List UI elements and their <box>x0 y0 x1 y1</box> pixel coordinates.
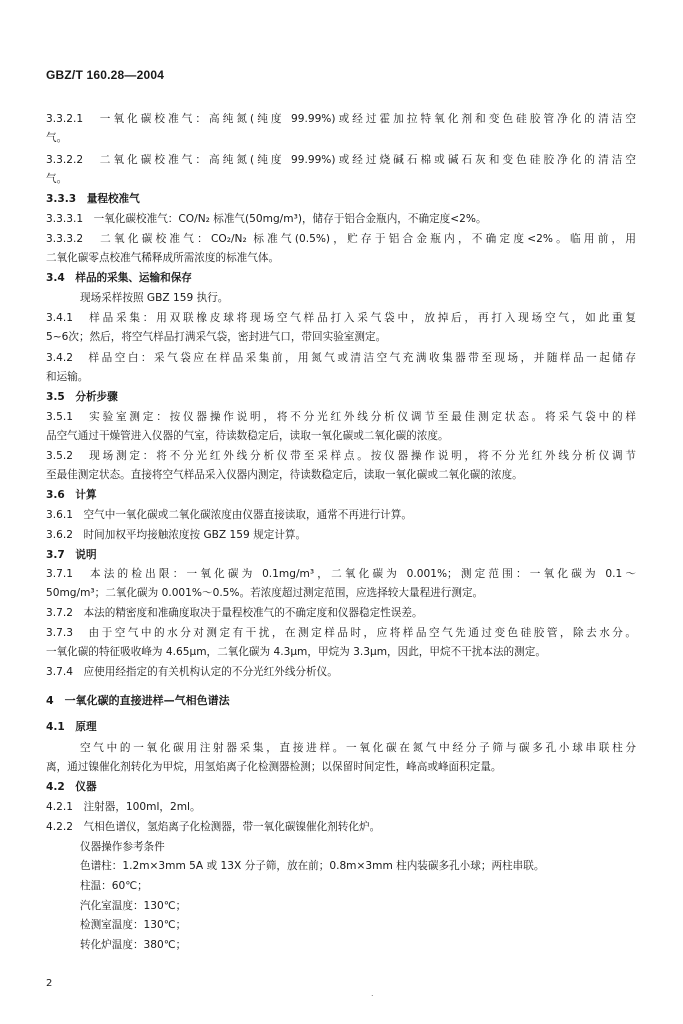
text-line: 空气中的一氧化碳用注射器采集，直接进样。一氧化碳在氮气中经分子筛与碳多孔小球串联柱分 <box>80 742 636 754</box>
text-line: 3.3.3.1 一氧化碳校准气：CO/N₂ 标准气(50mg/m³)，储存于铝合金瓶内，不确定度<2%。 <box>46 213 487 225</box>
text-line: 4.2.1 注射器，100ml，2ml。 <box>46 801 201 813</box>
text-line: 品空气通过干燥管进入仪器的气室，待读数稳定后，读取一氧化碳或二氧化碳的浓度。 <box>46 430 449 442</box>
section-heading: 4 一氧化碳的直接进样—气相色谱法 <box>46 694 230 707</box>
subsection-heading: 3.5 分析步骤 <box>46 391 118 403</box>
text-line: 仪器操作参考条件 <box>80 841 165 853</box>
text-line: 3.3.2.2 二氧化碳校准气：高纯氮(纯度 99.99%)或经过烧碱石棉或碱石灰和变色硅胶净化的清洁空 <box>46 154 636 166</box>
text-line: 汽化室温度：130℃； <box>80 900 187 912</box>
text-line: 离，通过镍催化剂转化为甲烷，用氢焰离子化检测器检测；以保留时间定性，峰高或峰面积定量。 <box>46 761 502 773</box>
text-line: 至最佳测定状态。直接将空气样品采入仪器内测定，待读数稳定后，读取一氧化碳或二氧化碳的浓度。 <box>46 469 523 481</box>
text-line: 3.6.2 时间加权平均接触浓度按 GBZ 159 规定计算。 <box>46 529 307 541</box>
text-line: 一氧化碳的特征吸收峰为 4.65μm，二氧化碳为 4.3μm，甲烷为 3.3μm，因此，甲烷不干扰本法的测定。 <box>46 646 546 658</box>
text-line: 现场采样按照 GBZ 159 执行。 <box>80 292 229 304</box>
subsection-heading: 3.7 说明 <box>46 549 97 561</box>
text-line: 4.2.2 气相色谱仪，氢焰离子化检测器，带一氧化碳镍催化剂转化炉。 <box>46 821 381 833</box>
text-line: 气。 <box>46 132 68 144</box>
text-line: 检测室温度：130℃； <box>80 919 187 931</box>
text-line: 和运输。 <box>46 371 89 383</box>
subsection-heading: 4.2 仪器 <box>46 781 97 793</box>
text-line: 3.4.1 样品采集：用双联橡皮球将现场空气样品打入采气袋中，放掉后，再打入现场空气，如此重复 <box>46 312 636 324</box>
text-line: 3.7.1 本法的检出限：一氧化碳为 0.1mg/m³，二氧化碳为 0.001%；测定范围：一氧化碳为 0.1～ <box>46 568 636 580</box>
page-number: 2 <box>46 978 53 989</box>
subsection-heading: 4.1 原理 <box>46 721 97 733</box>
text-line: 3.7.4 应使用经指定的有关机构认定的不分光红外线分析仪。 <box>46 666 338 678</box>
text-line: 3.3.2.1 一氧化碳校准气：高纯氮(纯度 99.99%)或经过霍加拉特氧化剂和变色硅胶管净化的清洁空 <box>46 113 636 125</box>
text-line: 气。 <box>46 173 68 185</box>
text-line: 3.5.2 现场测定：将不分光红外线分析仪带至采样点。按仪器操作说明，将不分光红外线分析仪调节 <box>46 450 636 462</box>
footer-mark: . <box>371 989 374 998</box>
text-line: 柱温：60℃； <box>80 880 148 892</box>
text-line: 3.5.1 实验室测定：按仪器操作说明，将不分光红外线分析仪调节至最佳测定状态。将采气袋中的样 <box>46 411 636 423</box>
subsection-heading: 3.3.3 量程校准气 <box>46 193 140 205</box>
text-line: 3.6.1 空气中一氧化碳或二氧化碳浓度由仪器直接读取，通常不再进行计算。 <box>46 509 412 521</box>
text-line: 转化炉温度：380℃； <box>80 939 187 951</box>
standard-header: GBZ/T 160.28—2004 <box>46 68 165 82</box>
text-line: 3.3.3.2 二氧化碳校准气：CO₂/N₂ 标准气(0.5%)，贮存于铝合金瓶内，不确定度<2%。临用前，用 <box>46 233 636 245</box>
text-line: 3.7.3 由于空气中的水分对测定有干扰，在测定样品时，应将样品空气先通过变色硅胶管，除去水分。 <box>46 627 636 639</box>
subsection-heading: 3.6 计算 <box>46 489 97 501</box>
text-line: 3.4.2 样品空白：采气袋应在样品采集前，用氮气或清洁空气充满收集器带至现场，并随样品一起储存 <box>46 352 636 364</box>
text-line: 3.7.2 本法的精密度和准确度取决于量程校准气的不确定度和仪器稳定性误差。 <box>46 607 423 619</box>
subsection-heading: 3.4 样品的采集、运输和保存 <box>46 272 192 284</box>
text-line: 50mg/m³；二氧化碳为 0.001%～0.5%。若浓度超过测定范围，应选择较大量程进行测定。 <box>46 587 484 599</box>
text-line: 5~6次；然后，将空气样品打满采气袋，密封进气口，带回实验室测定。 <box>46 331 387 343</box>
text-line: 二氧化碳零点校准气稀释成所需浓度的标准气体。 <box>46 252 280 264</box>
text-line: 色谱柱：1.2m×3mm 5A 或 13X 分子筛，放在前；0.8m×3mm 柱内装碳多孔小球；两柱串联。 <box>80 860 545 872</box>
